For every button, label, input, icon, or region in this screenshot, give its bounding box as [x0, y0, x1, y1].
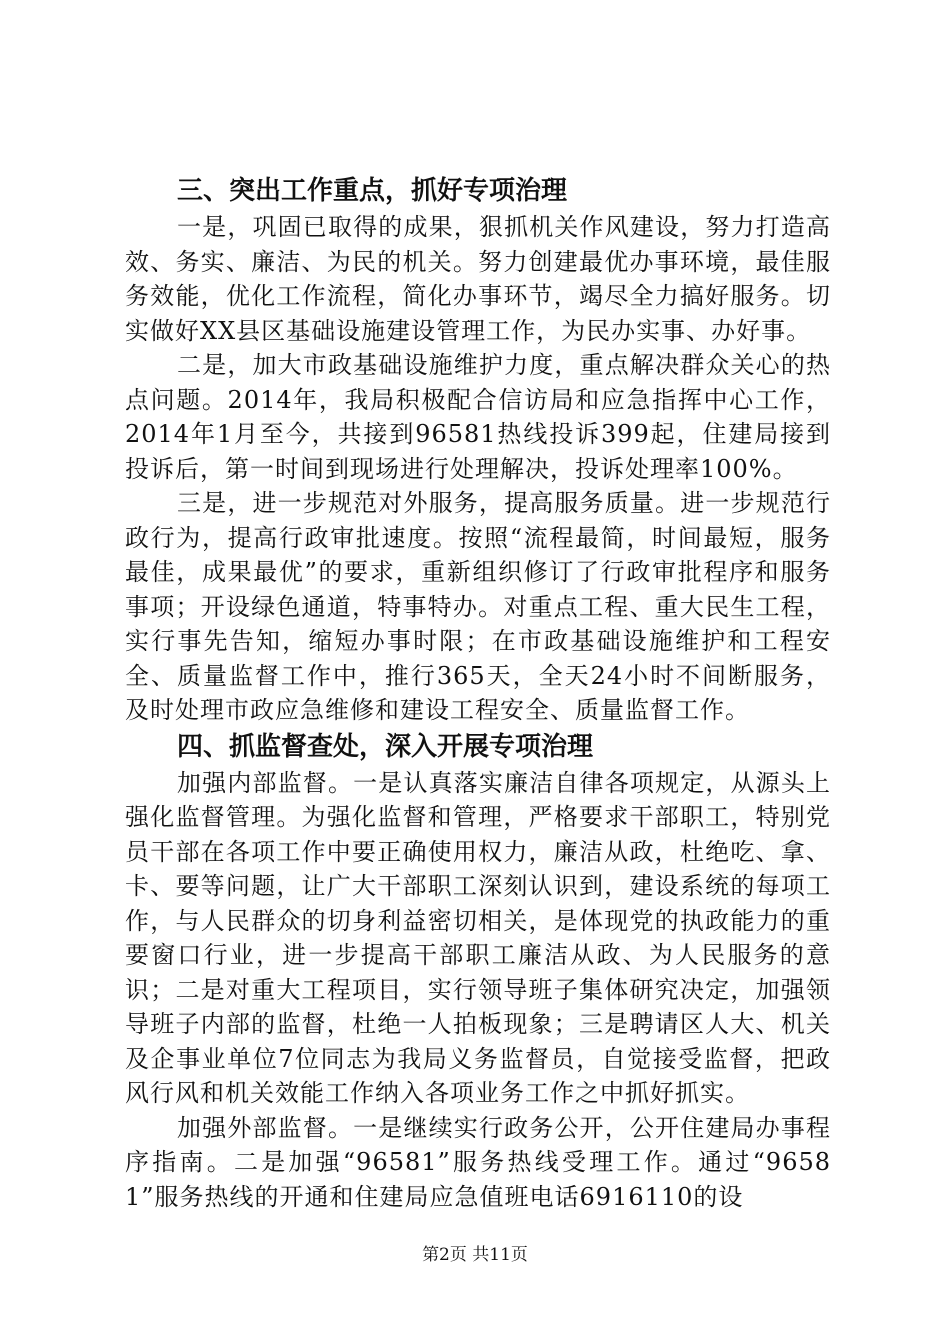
- page-footer: 第2页 共11页: [422, 1245, 528, 1265]
- paragraph: 加强内部监督。一是认真落实廉洁自律各项规定，从源头上强化监督管理。为强化监督和管理，严格要求干部职工，特别党员干部在各项工作中要正确使用权力，廉洁从政，杜绝吃、拿、卡、要等问题，让广大干部职工深刻认识到，建设系统的每项工作，与人民群众的切身利益密切相关，是体现党的执政能力的重要窗口行业，进一步提高干部职工廉洁从政、为人民服务的意识；二是对重大工程项目，实行领导班子集体研究决定，加强领导班子内部的监督，杜绝一人拍板现象；三是聘请区人大、机关及企事业单位7位同志为我局义务监督员，自觉接受监督，把政风行风和机关效能工作纳入各项业务工作之中抓好抓实。: [125, 768, 831, 1107]
- paragraph: 一是，巩固已取得的成果，狠抓机关作风建设，努力打造高效、务实、廉洁、为民的机关。努力创建最优办事环境，最佳服务效能，优化工作流程，简化办事环节，竭尽全力搞好服务。切实做好XX县区基础设施建设管理工作，为民办实事、办好事。: [125, 213, 831, 345]
- paragraph: 三是，进一步规范对外服务，提高服务质量。进一步规范行政行为，提高行政审批速度。按照“流程最简，时间最短，服务最佳，成果最优”的要求，重新组织修订了行政审批程序和服务事项；开设绿色通道，特事特办。对重点工程、重大民生工程，实行事先告知，缩短办事时限；在市政基础设施维护和工程安全、质量监督工作中，推行365天，全天24小时不间断服务，及时处理市政应急维修和建设工程安全、质量监督工作。: [125, 489, 831, 724]
- section-heading-3: 三、突出工作重点，抓好专项治理: [177, 176, 568, 206]
- paragraph: 二是，加大市政基础设施维护力度，重点解决群众关心的热点问题。2014年，我局积极配合信访局和应急指挥中心工作，2014年1月至今，共接到96581热线投诉399起，住建局接到投诉后，第一时间到现场进行处理解决，投诉处理率100%。: [125, 351, 831, 483]
- section-heading-4: 四、抓监督查处，深入开展专项治理: [177, 731, 594, 762]
- paragraph: 加强外部监督。一是继续实行政务公开，公开住建局办事程序指南。二是加强“96581”服务热线受理工作。通过“96581”服务热线的开通和住建局应急值班电话6916110的设: [125, 1113, 831, 1211]
- document-body: [125, 172, 831, 1214]
